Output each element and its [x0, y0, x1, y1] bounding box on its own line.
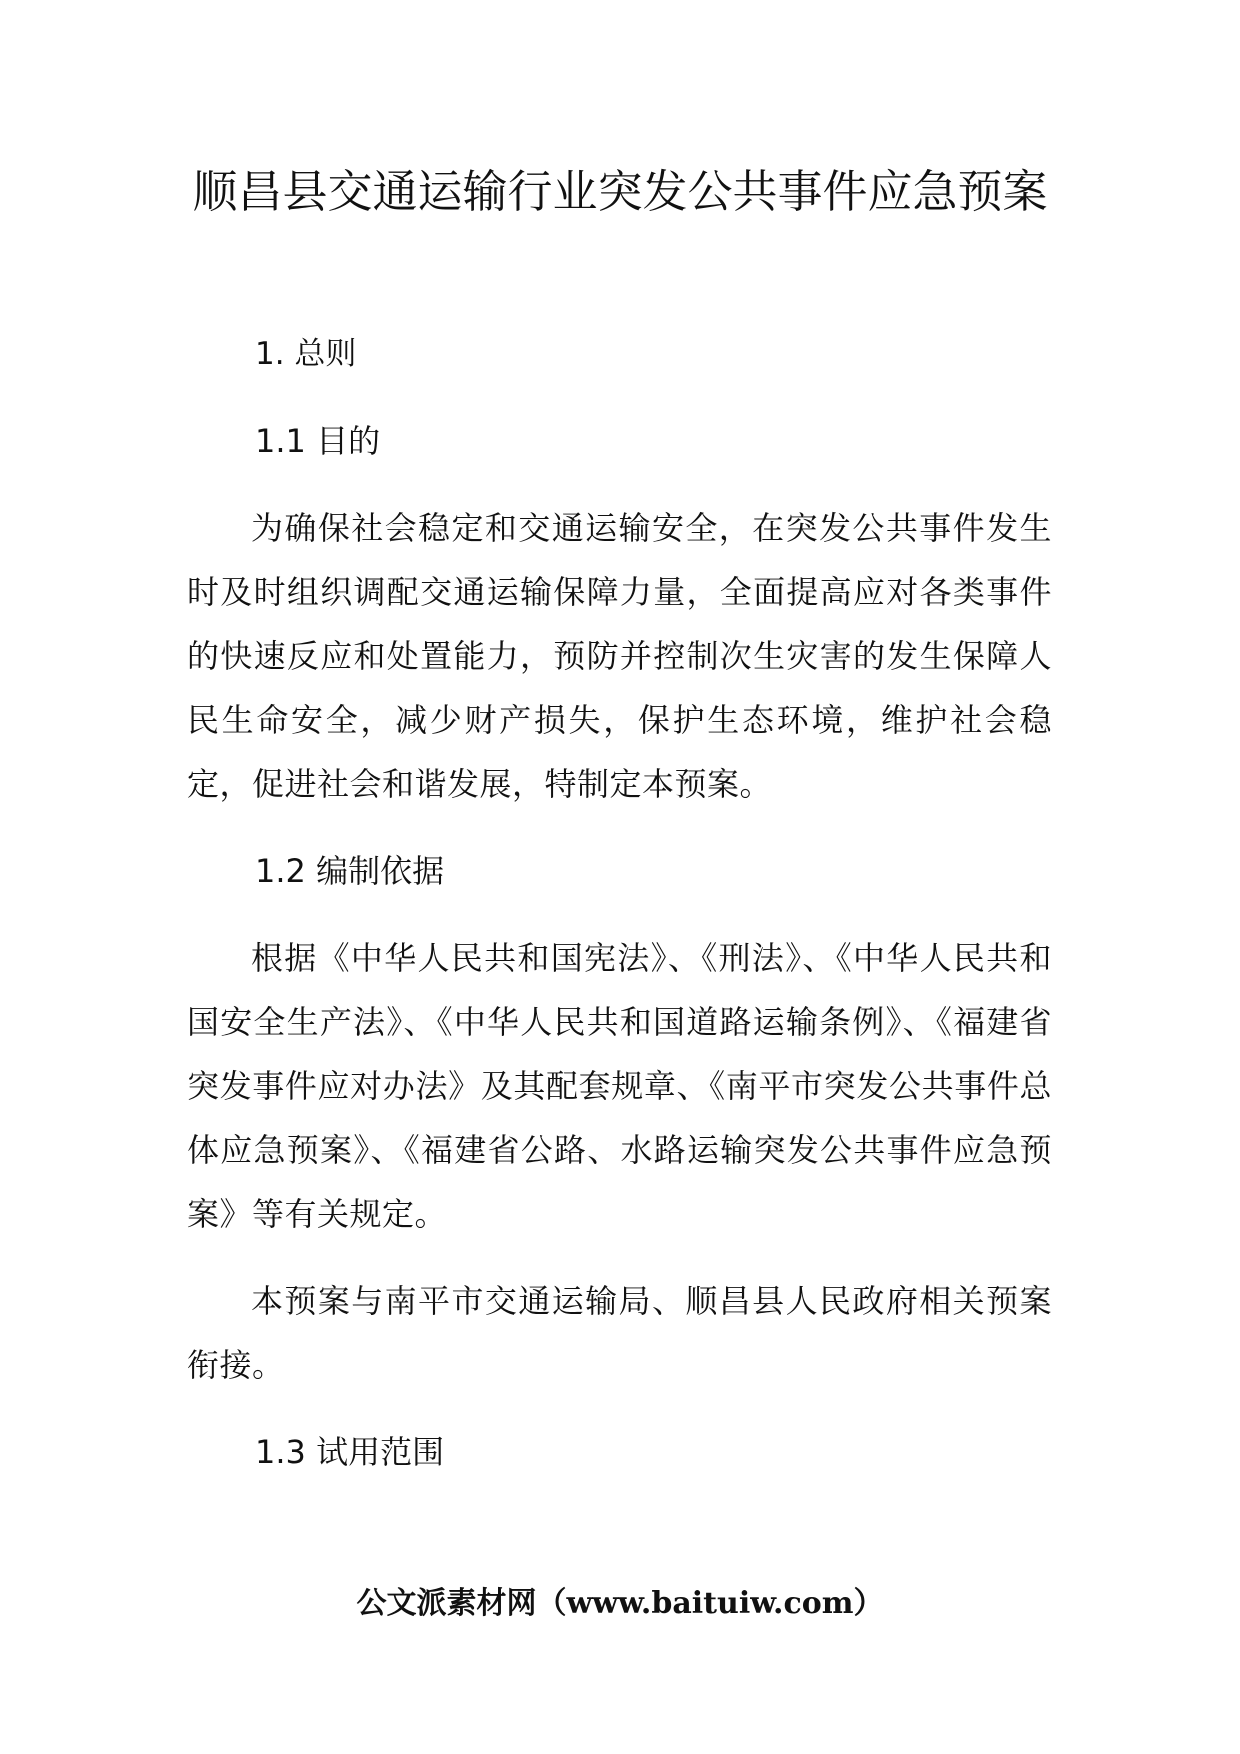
- document-body: [187, 322, 1052, 1484]
- document-title: 顺昌县交通运输行业突发公共事件应急预案: [192, 165, 1048, 218]
- section-heading-scope: 1.3 试用范围: [255, 1433, 445, 1471]
- section-heading-basis: 1.2 编制依据: [255, 852, 445, 890]
- section-heading-general: 1. 总则: [255, 336, 357, 372]
- paragraph-purpose: 为确保社会稳定和交通运输安全，在突发公共事件发生时及时组织调配交通运输保障力量，全面提高应对各类事件的快速反应和处置能力，预防并控制次生灾害的发生保障人民生命安全，减少财产损失，保护生态环境，维护社会稳定，促进社会和谐发展，特制定本预案。: [187, 509, 1052, 803]
- footer-source: 公文派素材网（www.baituiw.com）: [356, 1586, 884, 1621]
- paragraph-linkage: 本预案与南平市交通运输局、顺昌县人民政府相关预案衔接。: [187, 1282, 1052, 1384]
- section-heading-purpose: 1.1 目的: [255, 422, 381, 460]
- paragraph-basis: 根据《中华人民共和国宪法》、《刑法》、《中华人民共和国安全生产法》、《中华人民共和国道路运输条例》、《福建省突发事件应对办法》及其配套规章、《南平市突发公共事件总体应急预案》、《福建省公路、水路运输突发公共事件应急预案》等有关规定。: [187, 939, 1052, 1233]
